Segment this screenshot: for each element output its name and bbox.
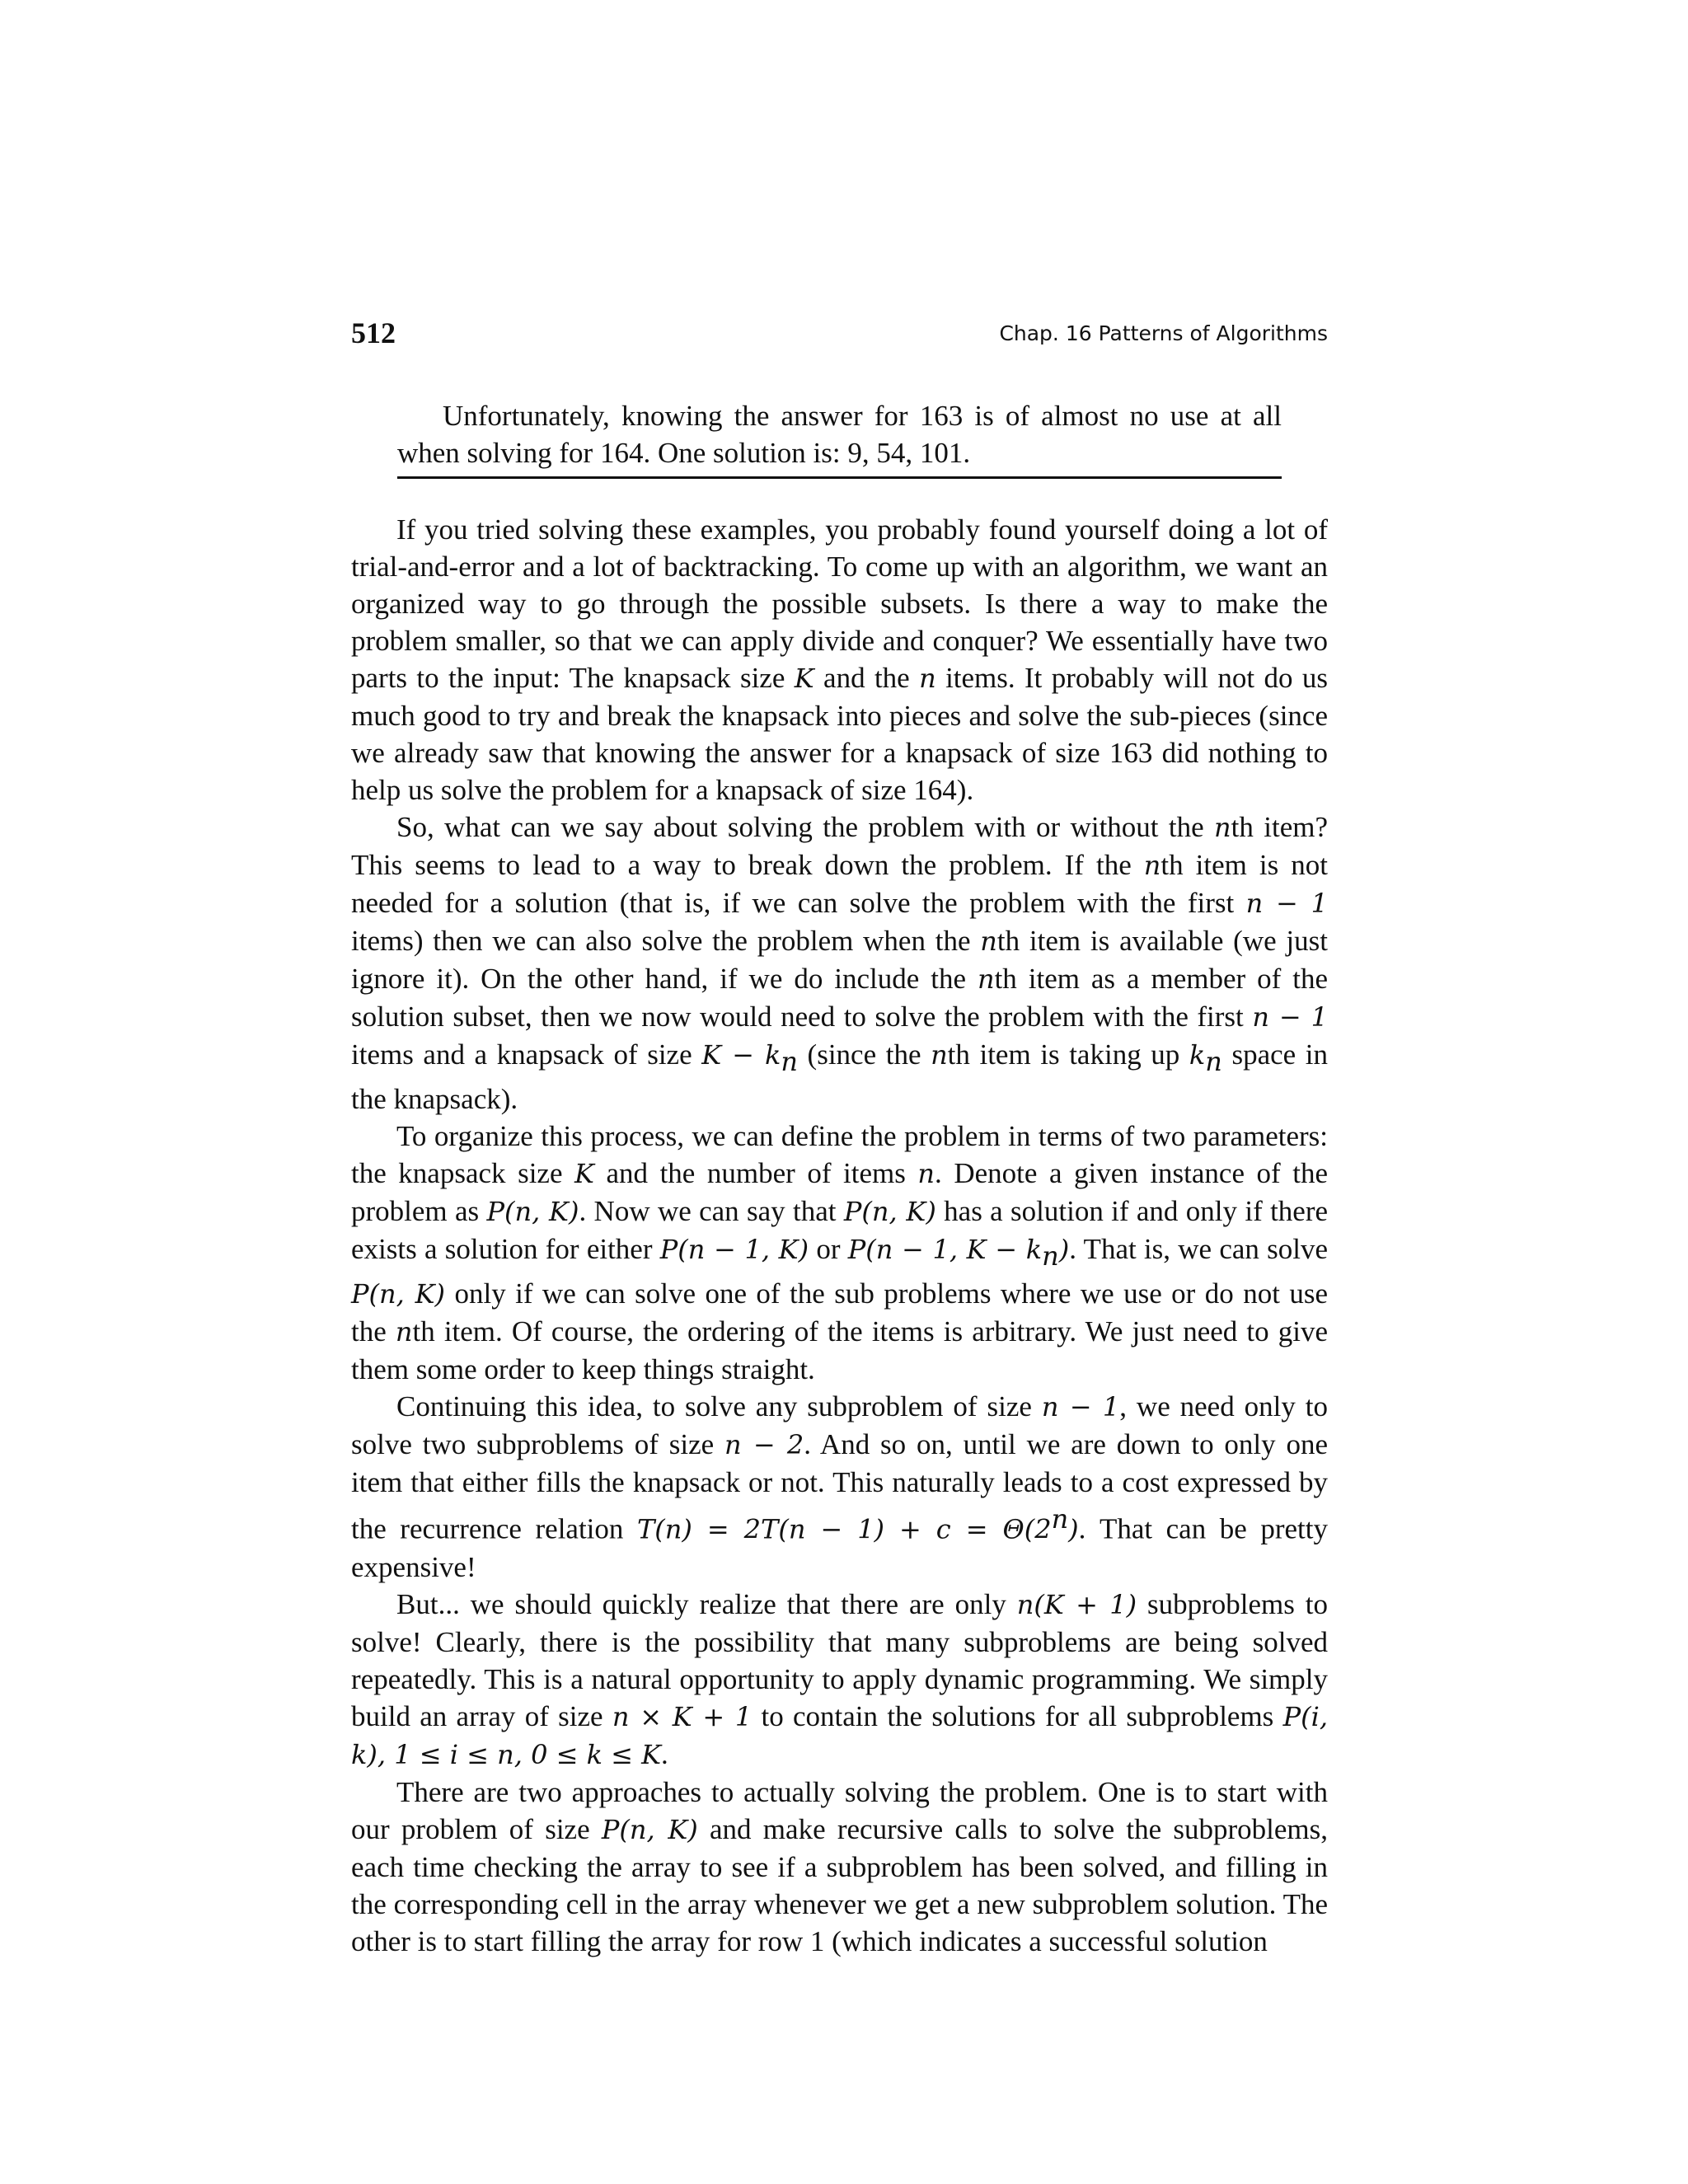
math-inline: n − 1 xyxy=(1041,1391,1120,1422)
text-span: . Now we can say that xyxy=(579,1195,844,1227)
math-inline: K xyxy=(794,663,814,694)
math-inline: K − k xyxy=(701,1039,781,1071)
text-span: items and a knapsack of size xyxy=(351,1038,702,1071)
math-inline: n − 2 xyxy=(724,1429,804,1460)
paragraph-3 xyxy=(351,1118,1328,1388)
math-subscript: n xyxy=(781,1046,798,1077)
text-span: . And so on, until we are down to only one item that either fills the knapsack or not. This naturally leads to a cost expressed by the recurrence relation xyxy=(351,1428,1329,1545)
text-span: th item is available (we just ignore it). On the other hand, if we do include the xyxy=(351,925,1328,995)
math-inline: n − 1 xyxy=(1252,1001,1329,1033)
math-inline: n xyxy=(919,663,936,694)
paragraph-1 xyxy=(351,511,1328,808)
text-span: There are two approaches to actually solving the problem. One is to start with our problem of size xyxy=(351,1775,1328,1845)
text-span: If you tried solving these examples, you probably found yourself doing a lot of trial-and-error and a lot of backtracking. To come up with an algorithm, we want an organized way to go through the possible subsets. Is there a way to make the problem smaller, so that we can apply divide and conquer? We essentially have two parts to the input: The knapsack size xyxy=(351,513,1328,694)
text-span: th item? This seems to lead to a way to break down the problem. If the xyxy=(351,811,1328,881)
example-block xyxy=(397,397,1282,471)
paragraph-4 xyxy=(351,1388,1328,1586)
math-inline: n xyxy=(395,1316,413,1347)
math-inline: n(K + 1) xyxy=(1016,1588,1137,1620)
text-span: To organize this process, we can define the problem in terms of two parameters: the knapsack size xyxy=(351,1120,1328,1189)
math-inline: n xyxy=(931,1039,948,1071)
math-subscript: n xyxy=(1205,1046,1222,1077)
math-inline: n − 1 xyxy=(1245,888,1328,919)
text-span: , we need only to solve two subproblems of size xyxy=(351,1390,1328,1460)
math-superscript: n xyxy=(1051,1503,1069,1535)
text-span: and the xyxy=(814,662,920,694)
math-subscript: n xyxy=(1042,1240,1059,1272)
text-span: space in the knapsack). xyxy=(351,1038,1328,1115)
math-inline: K xyxy=(574,1158,594,1189)
math-inline: P(i, k), 1 ≤ i ≤ n, 0 ≤ k ≤ K xyxy=(351,1700,1329,1770)
text-span: has a solution if and only if there exists a solution for either xyxy=(351,1195,1329,1265)
example-text: Unfortunately, knowing the answer for 163 is of almost no use at all when solving for 164. One solution is: 9, 54, 101. xyxy=(397,400,1282,469)
text-span: th item is taking up xyxy=(947,1038,1189,1071)
math-inline: n xyxy=(917,1158,935,1189)
text-span: only if we can solve one of the sub problems where we use or do not use the xyxy=(351,1277,1328,1347)
text-span: th item is not needed for a solution (that is, if we can solve the problem with the first xyxy=(351,849,1328,919)
text-span: items) then we can also solve the problem when the xyxy=(351,925,981,957)
math-inline: ) xyxy=(1058,1234,1070,1265)
paragraph-2 xyxy=(351,808,1328,1118)
math-inline: P(n − 1, K − k xyxy=(847,1234,1043,1265)
text-span: th item. Of course, the ordering of the items is arbitrary. We just need to give them some order to keep things straight. xyxy=(351,1315,1328,1385)
math-inline: P(n, K) xyxy=(351,1278,446,1310)
paragraph-5 xyxy=(351,1586,1328,1774)
text-span: Continuing this idea, to solve any subproblem of size xyxy=(396,1390,1042,1422)
text-span: and make recursive calls to solve the subproblems, each time checking the array to see if a subproblem has been solved, and filling in the corresponding cell in the array whenever we get a new subproblem solution. The other is to start filling the array for row 1 (which indicates a successful solution xyxy=(351,1812,1329,1957)
running-head: Chap. 16 Patterns of Algorithms xyxy=(999,321,1328,345)
math-inline: n xyxy=(980,926,997,957)
text-span: th item as a member of the solution subset, then we now would need to solve the problem with the first xyxy=(351,963,1328,1033)
math-inline: P(n − 1, K) xyxy=(659,1234,809,1265)
text-span: . Denote a given instance of the problem as xyxy=(351,1157,1328,1227)
text-span: to contain the solutions for all subproblems xyxy=(752,1699,1283,1732)
math-inline: n xyxy=(1143,850,1161,881)
math-inline: k xyxy=(1189,1039,1206,1071)
math-inline: ) xyxy=(1068,1513,1079,1545)
math-inline: T(n) = 2T(n − 1) + c = Θ(2 xyxy=(636,1513,1052,1545)
text-span: . That is, we can solve xyxy=(1069,1233,1329,1265)
math-inline: n × K + 1 xyxy=(612,1700,753,1732)
body-text xyxy=(351,511,1328,1960)
text-span: (since the xyxy=(797,1038,931,1071)
math-inline: P(n, K) xyxy=(843,1196,936,1227)
math-inline: P(n, K) xyxy=(601,1813,698,1845)
text-span: But... we should quickly realize that there are only xyxy=(396,1587,1017,1620)
paragraph-6 xyxy=(351,1774,1328,1960)
text-span: subproblems to solve! Clearly, there is the possibility that many subproblems are being solved repeatedly. This is a natural opportunity to apply dynamic programming. We simply build an array of size xyxy=(351,1587,1328,1732)
text-span: or xyxy=(809,1233,848,1265)
text-span: . xyxy=(661,1737,668,1770)
page-number: 512 xyxy=(351,316,396,349)
math-inline: n xyxy=(977,963,995,995)
math-inline: n xyxy=(1214,812,1231,843)
text-span: So, what can we say about solving the problem with or without the xyxy=(396,811,1215,843)
math-inline: P(n, K) xyxy=(486,1196,579,1227)
example-end-rule xyxy=(397,476,1282,479)
text-span: and the number of items xyxy=(593,1157,918,1189)
text-span: . That can be pretty expensive! xyxy=(351,1512,1328,1583)
text-span: items. It probably will not do us much good to try and break the knapsack into pieces and solve the sub-pieces (since we already saw that knowing the answer for a knapsack of size 163 did nothing to help us solve the problem for a knapsack of size 164). xyxy=(351,662,1328,806)
